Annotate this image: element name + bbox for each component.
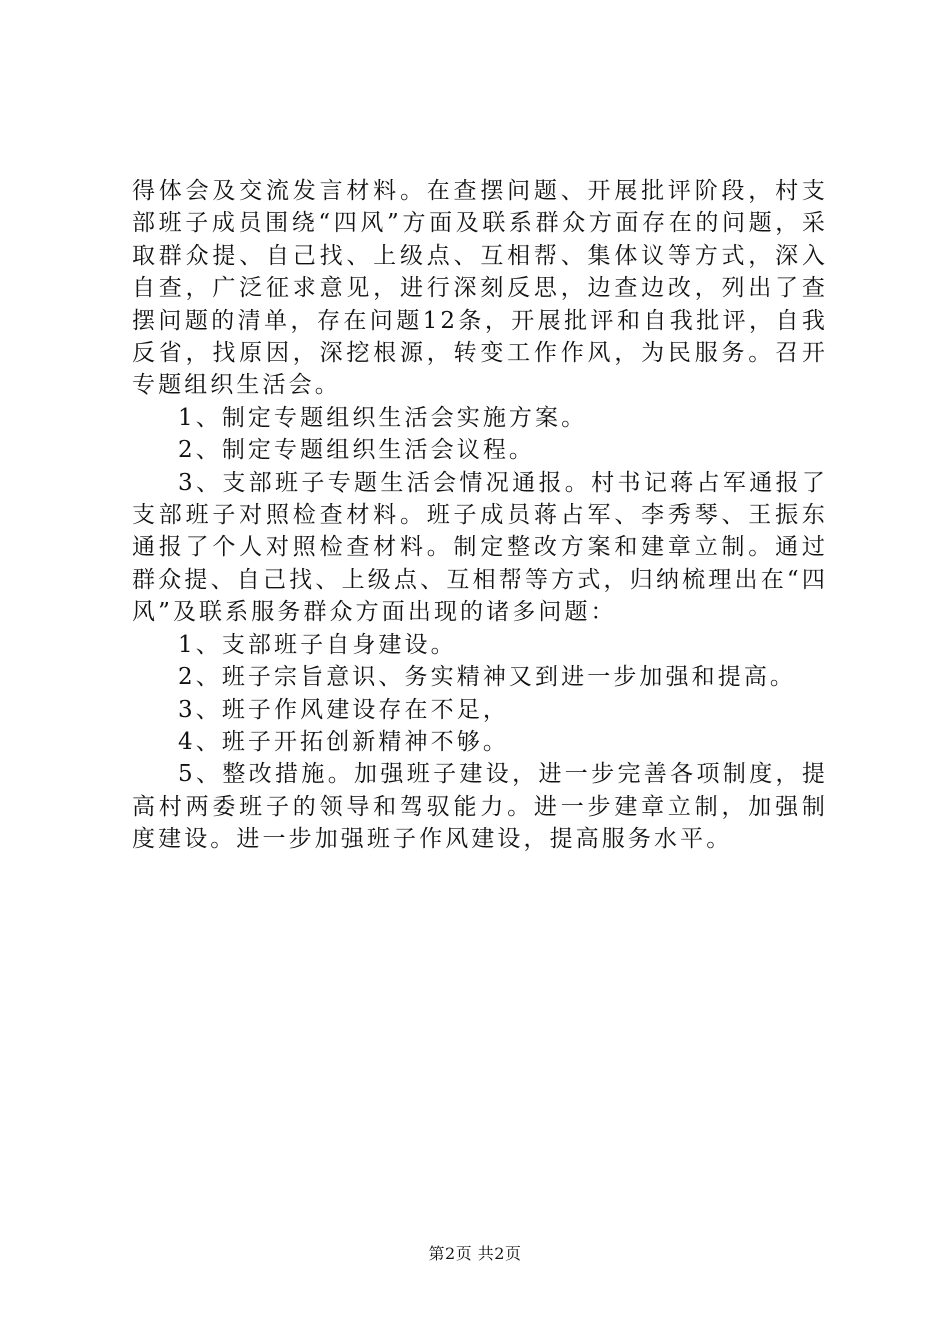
paragraph-issue-2: 2、班子宗旨意识、务实精神又到进一步加强和提高。 (178, 664, 797, 691)
paragraph-issue-4: 4、班子开拓创新精神不够。 (178, 728, 509, 755)
paragraph-issue-3: 3、班子作风建设存在不足， (178, 696, 509, 723)
page-number-footer: 第2页 共2页 (428, 1244, 522, 1263)
paragraph-item-plan: 1、制定专题组织生活会实施方案。 (178, 404, 588, 431)
document-body (132, 175, 828, 856)
paragraph-item-report: 3、支部班子专题生活会情况通报。村书记蒋占军通报了支部班子对照检查材料。班子成员蒋占军、李秀琴、王振东通报了个人对照检查材料。制定整改方案和建章立制。通过群众提、自己找、上级点、互相帮等方式，归纳梳理出在“四风”及联系服务群众方面出现的诸多问题： (132, 469, 828, 626)
paragraph-issue-1: 1、支部班子自身建设。 (178, 631, 457, 658)
paragraph-item-agenda: 2、制定专题组织生活会议程。 (178, 437, 536, 464)
paragraph-intro: 得体会及交流发言材料。在查摆问题、开展批评阶段，村支部班子成员围绕“四风”方面及联系群众方面存在的问题，采取群众提、自己找、上级点、互相帮、集体议等方式，深入自查，广泛征求意见，进行深刻反思，边查边改，列出了查摆问题的清单，存在问题12条，开展批评和自我批评，自我反省，找原因，深挖根源，转变工作作风，为民服务。召开专题组织生活会。 (132, 178, 828, 399)
paragraph-measures: 5、整改措施。加强班子建设，进一步完善各项制度，提高村两委班子的领导和驾驭能力。进一步建章立制，加强制度建设。进一步加强班子作风建设，提高服务水平。 (132, 761, 828, 853)
